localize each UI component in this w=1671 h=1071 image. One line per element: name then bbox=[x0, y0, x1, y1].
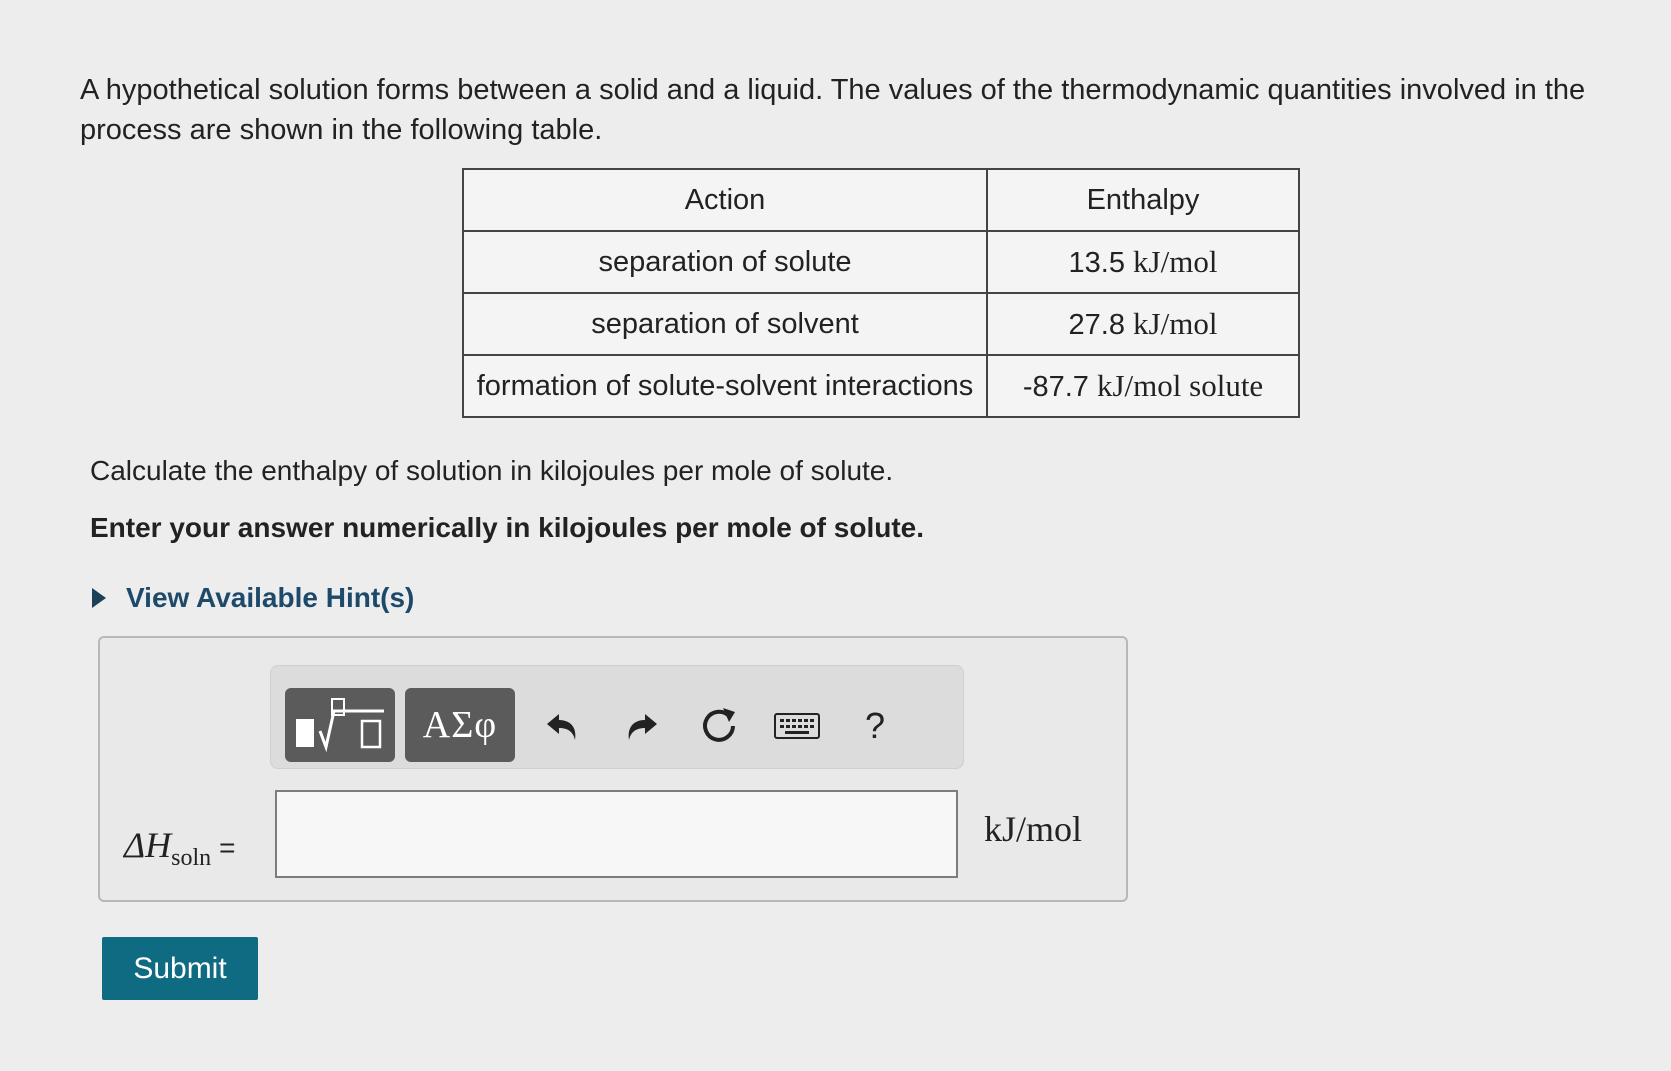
question-text: Calculate the enthalpy of solution in kilojoules per mole of solute. bbox=[90, 455, 894, 486]
delta-h-text: ΔH bbox=[124, 825, 172, 865]
greek-symbols-icon: ΑΣφ bbox=[422, 704, 498, 746]
header-action: Action bbox=[463, 169, 987, 231]
reset-icon bbox=[697, 704, 741, 748]
equals-sign: = bbox=[219, 832, 236, 863]
expand-triangle-icon bbox=[92, 588, 106, 608]
redo-icon bbox=[621, 706, 661, 746]
answer-label bbox=[124, 824, 236, 872]
submit-button[interactable]: Submit bbox=[102, 937, 258, 1000]
greek-symbols-button[interactable] bbox=[405, 688, 515, 762]
undo-icon bbox=[543, 706, 583, 746]
answer-input[interactable] bbox=[275, 790, 958, 878]
row-action: separation of solute bbox=[463, 231, 987, 293]
templates-button[interactable] bbox=[285, 688, 395, 762]
keyboard-icon bbox=[774, 712, 820, 740]
instruction-text: Enter your answer numerically in kilojoules per mole of solute. bbox=[90, 512, 924, 543]
enthalpy-value: 13.5 bbox=[1068, 247, 1125, 279]
math-toolbar bbox=[270, 665, 964, 769]
table-row bbox=[463, 355, 1299, 417]
thermodynamics-table bbox=[462, 168, 1300, 418]
row-enthalpy bbox=[987, 293, 1299, 355]
delta-h-subscript: soln bbox=[171, 845, 212, 872]
enthalpy-value: 27.8 bbox=[1068, 309, 1125, 341]
redo-button[interactable] bbox=[611, 696, 671, 756]
delta-h-symbol bbox=[124, 825, 212, 872]
help-icon: ? bbox=[864, 705, 886, 746]
header-enthalpy: Enthalpy bbox=[987, 169, 1299, 231]
view-hints-link[interactable] bbox=[92, 582, 414, 614]
enthalpy-unit: kJ/mol solute bbox=[1096, 368, 1264, 403]
undo-button[interactable] bbox=[533, 696, 593, 756]
answer-units: kJ/mol bbox=[984, 809, 1083, 849]
table-row bbox=[463, 293, 1299, 355]
table-header-row bbox=[463, 169, 1299, 231]
hint-label: View Available Hint(s) bbox=[126, 582, 415, 613]
enthalpy-value: -87.7 bbox=[1022, 371, 1089, 403]
row-action: separation of solvent bbox=[463, 293, 987, 355]
row-enthalpy bbox=[987, 231, 1299, 293]
problem-intro: A hypothetical solution forms between a solid and a liquid. The values of the thermodynamic quantities involved in the process are shown in the following table. bbox=[80, 74, 1586, 146]
enthalpy-unit: kJ/mol bbox=[1133, 306, 1218, 341]
templates-icon bbox=[292, 697, 388, 753]
keyboard-button[interactable] bbox=[767, 696, 827, 756]
enthalpy-unit: kJ/mol bbox=[1133, 244, 1218, 279]
row-action: formation of solute-solvent interactions bbox=[463, 355, 987, 417]
help-button[interactable] bbox=[845, 696, 905, 756]
reset-button[interactable] bbox=[689, 696, 749, 756]
row-enthalpy bbox=[987, 355, 1299, 417]
table-row bbox=[463, 231, 1299, 293]
